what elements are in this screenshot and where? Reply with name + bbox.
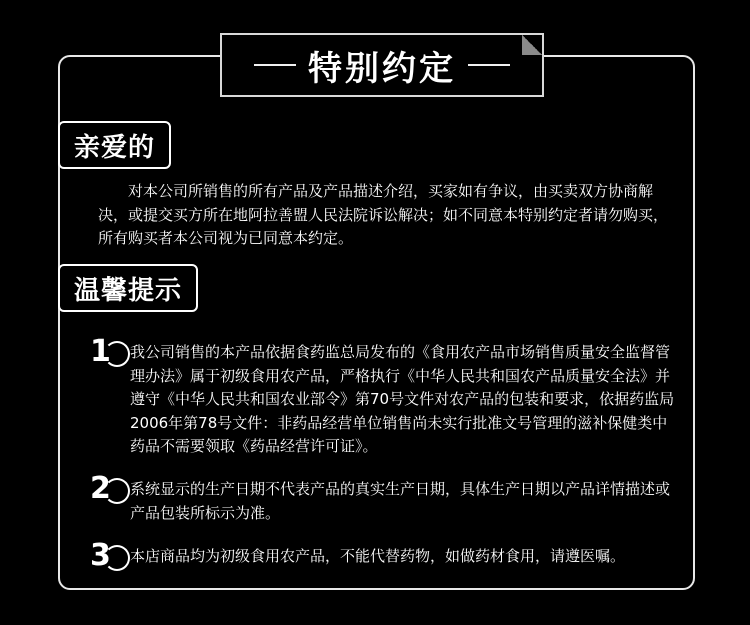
item-number: 1 xyxy=(90,334,111,369)
item-text: 本店商品均为初级食用农产品，不能代替药物，如做药材食用，请遵医嘱。 xyxy=(130,547,626,565)
page-title: 特别约定 xyxy=(308,48,456,89)
title-right-line xyxy=(468,64,510,66)
corner-fold-decoration xyxy=(522,35,542,55)
item-number: 3 xyxy=(90,538,111,573)
reminder-item-1 xyxy=(90,334,680,459)
agreement-paragraph: 对本公司所销售的所有产品及产品描述介绍，买家如有争议，由买卖双方协商解决，或提交买方所在地阿拉善盟人民法院诉讼解决；如不同意本特别约定者请勿购买，所有购买者本公司视为已同意本约定。 xyxy=(98,182,669,247)
item-text: 我公司销售的本产品依据食药监总局发布的《食用农产品市场销售质量安全监督管理办法》属于初级食用农产品，严格执行《中华人民共和国农产品质量安全法》并遵守《中华人民共和国农业部令》第70号文件对农产品的包装和要求，依据药监局2006年第78号文件：非药品经营单位销售尚未实行批准文号管理的滋补保健类中药品不需要领取《药品经营许可证》。 xyxy=(130,343,675,455)
number-badge xyxy=(90,471,130,508)
reminder-item-3 xyxy=(90,538,680,575)
number-badge xyxy=(90,538,130,575)
number-badge xyxy=(90,334,130,371)
title-banner xyxy=(220,33,544,97)
title-left-line xyxy=(254,64,296,66)
item-number: 2 xyxy=(90,471,111,506)
item-text: 系统显示的生产日期不代表产品的真实生产日期，具体生产日期以产品详情描述或产品包装所标示为准。 xyxy=(130,480,671,522)
section-tag-reminder: 温馨提示 xyxy=(58,264,198,312)
reminder-item-2 xyxy=(90,471,680,525)
section-tag-dear: 亲爱的 xyxy=(58,121,171,169)
